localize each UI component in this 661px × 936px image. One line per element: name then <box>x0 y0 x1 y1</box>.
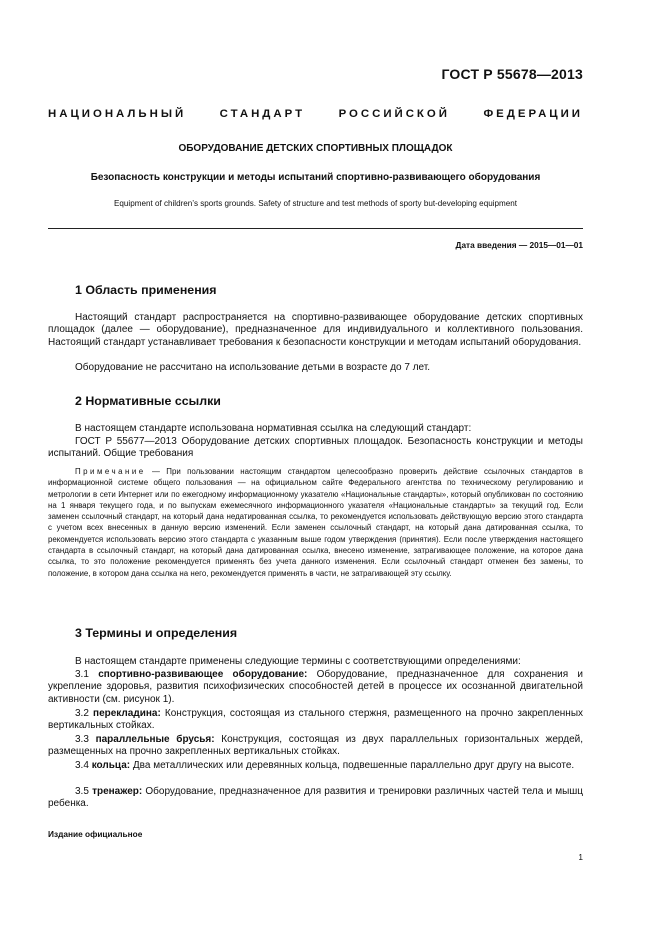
section-2-heading: 2 Нормативные ссылки <box>75 394 221 408</box>
term-definition: Оборудование, предназначенное для сохранения и укрепление здоровья, развития психофизических способностей детей в процессе их осознанной двигательной активности (см. рисунок 1). <box>48 669 584 705</box>
document-page <box>48 0 583 936</box>
term-definition: Конструкция, состоящая из стального стержня, размещенного на прочно закрепленных вертикальных стойках. <box>48 708 584 732</box>
section-2-paragraph-1: В настоящем стандарте использована нормативная ссылка на следующий стандарт: <box>75 423 472 434</box>
term-number: 3.2 <box>75 708 89 719</box>
note-label: Примечание <box>75 467 146 476</box>
term-definition: Два металлических или деревянных кольца, подвешенные параллельно друг другу на высоте. <box>132 760 575 771</box>
national-standard-banner: НАЦИОНАЛЬНЫЙ СТАНДАРТ РОССИЙСКОЙ ФЕДЕРАЦИИ <box>48 108 583 120</box>
term-name: параллельные брусья: <box>95 734 215 745</box>
section-3-heading: 3 Термины и определения <box>75 626 238 640</box>
introduction-date: Дата введения — 2015—01—01 <box>455 240 583 250</box>
official-edition-label: Издание официальное <box>48 829 143 839</box>
header-divider <box>48 228 583 229</box>
term-number: 3.3 <box>75 734 89 745</box>
term-name: перекладина: <box>93 708 161 719</box>
term-name: кольца: <box>91 760 131 771</box>
document-number: ГОСТ Р 55678—2013 <box>441 66 583 82</box>
section-1-heading: 1 Область применения <box>75 283 217 297</box>
term-3-3 <box>48 734 583 759</box>
note-text: — При пользовании настоящим стандартом целесообразно проверить действие ссылочных стандартов в информационной системе общего пользования — на официальном сайте Федерального агентства по техническому регулированию и метрологии в сети Интернет или по ежегодному информационному указателю «Национальные стандарты», который опубликован по состоянию на 1 января текущего года, и по выпускам ежемесячного информационного указателя «Национальные стандарты» за текущий год. Если заменен ссылочный стандарт, на который дана недатированная ссылка, то рекомендуется использовать действующую версию этого стандарта с учетом всех внесенных в данную версию изменений. Если заменен ссылочный стандарт, на который дана датированная ссылка, то рекомендуется использовать версию этого стандарта с указанным выше годом утверждения (принятия). Если после утверждения настоящего стандарта в ссылочный стандарт, на который дана датированная ссылка, внесено изменение, затрагивающее положение, на которое дана ссылка, то это положение рекомендуется применять без учета данного изменения. Если ссылочный стандарт отменен без замены, то положение, в котором дана ссылка на него, рекомендуется применять в части, не затрагивающей эту ссылку. <box>48 467 583 578</box>
term-3-2 <box>48 708 583 733</box>
page-number: 1 <box>578 852 583 862</box>
term-name: тренажер: <box>92 786 143 797</box>
term-number: 3.4 <box>75 760 89 771</box>
term-definition: Конструкция, состоящая из двух параллельных горизонтальных жердей, размещенных на прочно закрепленных вертикальных стойках. <box>48 734 583 758</box>
document-subtitle: Безопасность конструкции и методы испытаний спортивно-развивающего оборудования <box>90 172 541 183</box>
term-number: 3.5 <box>75 786 89 797</box>
term-3-4 <box>48 760 583 772</box>
section-1-paragraph-2: Оборудование не рассчитано на использование детьми в возрасте до 7 лет. <box>75 362 431 373</box>
english-title: Equipment of children’s sports grounds. Safety of structure and test methods of sporty but-developing equipment <box>114 199 517 208</box>
section-1-paragraph-1: Настоящий стандарт распространяется на спортивно-развивающее оборудование детских спортивных площадок (далее — оборудование), предназначенное для индивидуального и коллективного пользования. Настоящий стандарт устанавливает требования к безопасности конструкции и методам испытаний оборудования. <box>48 312 583 348</box>
term-number: 3.1 <box>75 669 89 680</box>
section-2-reference: ГОСТ Р 55677—2013 Оборудование детских спортивных площадок. Безопасность конструкции и методы испытаний. Общие требования <box>48 436 583 460</box>
document-title: ОБОРУДОВАНИЕ ДЕТСКИХ СПОРТИВНЫХ ПЛОЩАДОК <box>178 143 453 154</box>
term-name: спортивно-развивающее оборудование: <box>98 669 308 680</box>
term-definition: Оборудование, предназначенное для развития и тренировки различных частей тела и мышц ребенка. <box>48 786 584 810</box>
term-3-1 <box>48 669 583 706</box>
section-2-note <box>48 466 583 579</box>
term-3-5 <box>48 786 583 811</box>
section-3-intro: В настоящем стандарте применены следующие термины с соответствующими определениями: <box>75 656 521 667</box>
